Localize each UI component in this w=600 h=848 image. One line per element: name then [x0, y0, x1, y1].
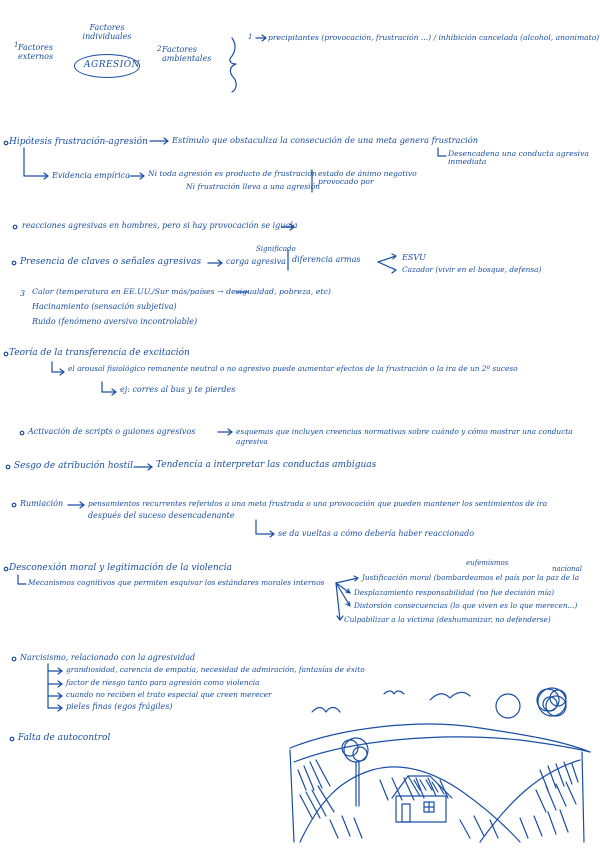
carga-label: carga agresiva	[226, 257, 286, 266]
factores-ambientales-label: Factores ambientales	[162, 45, 212, 63]
sesgo-text: Tendencia a interpretar las conductas ambiguas	[156, 460, 377, 470]
calor-text: Calor (temperatura en EE.UU./Sur más/países → desigualdad, pobreza, etc)	[32, 287, 331, 296]
frame-right	[582, 752, 584, 842]
narcisismo-item-1: grandiosidad, carencia de empatía, necesidad de admiración, fantasías de éxito	[66, 665, 365, 674]
rumiacion-text-1: pensamientos recurrentes referidos a una meta frustrada o una provocación que pueden mantener los sentimientos de ira	[88, 499, 548, 508]
justificacion-item: Justificación moral (bombardeamos el país por la paz de la	[362, 573, 580, 582]
sun	[496, 694, 520, 718]
evidencia-1: Ni toda agresión es producto de frustración	[148, 169, 317, 178]
frame-left	[290, 750, 294, 842]
evidencia-2: Ni frustración lleva a una agresión	[186, 182, 321, 191]
landscape-drawing	[290, 688, 590, 842]
agresion-label: AGRESIÓN	[84, 60, 141, 70]
cloud-scribble	[537, 688, 566, 716]
nacional-label: nacional	[552, 565, 582, 573]
num-1-left: 1	[14, 41, 19, 49]
narcisismo-title: Narcisismo, relacionado con la agresividad	[20, 653, 196, 662]
hatching	[298, 760, 578, 838]
factores-externos-label: Factores externos	[18, 43, 54, 61]
mecanismos-text: Mecanismos cognitivos que permiten esquivar los estándares morales internos	[28, 578, 325, 587]
claves-ej-2: Cazador (vivir en el bosque, defensa)	[402, 265, 542, 274]
evidencia-arrow	[24, 148, 48, 176]
transferencia-line-2: ej: corres al bus y te pierdes	[120, 385, 236, 394]
rumiacion-label: Rumiación	[20, 499, 64, 508]
ruido-text: Ruido (fenómeno aversivo incontrolable)	[32, 317, 198, 326]
desconexion-title: Desconexión moral y legitimación de la violencia	[9, 563, 233, 573]
culpabilizar-item: Culpabilizar a la víctima (deshumanizar, no defenderse)	[344, 615, 551, 624]
distorsion-item: Distorsión consecuencias (lo que viven es lo que merecen...)	[354, 601, 578, 610]
precipitantes-text: precipitantes (provocación, frustración ...) / inhibición cancelada (alcohol, anonimato)	[268, 33, 600, 42]
transferencia-line-1: el arousal fisiológico remanente neutral o no agresivo puede aumentar efectos de la frustración o la ira de un 2º suceso	[68, 364, 518, 373]
header-brace	[230, 38, 236, 92]
tree	[342, 738, 368, 806]
narcisismo-item-3: cuando no reciben el trato especial que creen merecer	[66, 690, 272, 699]
evidencia-label: Evidencia empírica	[52, 171, 130, 180]
hill-back	[290, 724, 590, 752]
transferencia-title: Teoría de la transferencia de excitación	[9, 348, 190, 358]
reacciones-text: reacciones agresivas en hombres, pero si hay provocación se iguala	[22, 221, 298, 230]
eufemismos-label: eufemismos	[466, 559, 509, 567]
claves-ej-1: ESVU	[402, 253, 426, 262]
hill-right	[480, 760, 580, 842]
consequence-arrow	[438, 148, 446, 156]
num-1-right: 1	[248, 33, 253, 41]
scripts-label: Activación de scripts o guiones agresivos	[28, 427, 196, 436]
rumiacion-text-3: se da vueltas a cómo debería haber reaccionado	[278, 529, 475, 538]
hacinamiento-text: Hacinamiento (sensación subjetiva)	[32, 302, 177, 311]
bullet-hipotesis	[4, 141, 8, 145]
bird-3	[430, 692, 470, 700]
hill-mid	[294, 737, 590, 762]
estado-animo: estado de ánimo negativo provocado por	[318, 169, 417, 187]
narcisismo-item-2: factor de riesgo tanto para agresión como violencia	[66, 678, 260, 687]
rumiacion-text-2: después del suceso desencadenante	[88, 511, 235, 520]
claves-label: Presencia de claves o señales agresivas	[20, 257, 202, 267]
sesgo-label: Sesgo de atribución hostil	[14, 461, 134, 471]
hipotesis-consequence: Desencadena una conducta agresiva inmediata	[448, 149, 589, 167]
calor-num: 3	[20, 289, 26, 298]
scripts-text: esquemas que incluyen creencias normativas sobre cuándo y cómo mostrar una conducta agresiva	[236, 427, 573, 446]
factores-individuales-label: Factores individuales	[82, 23, 132, 41]
bird-1	[312, 708, 340, 713]
significado-label: Significado	[256, 245, 296, 253]
narcisismo-item-4: pieles finas (egos frágiles)	[66, 702, 173, 711]
hipotesis-definition: Estímulo que obstaculiza la consecución de una meta genera frustración	[172, 135, 479, 145]
num-2: 2	[157, 45, 162, 53]
diferencia-label: diferencia armas	[292, 255, 361, 264]
desplazamiento-item: Desplazamiento responsabilidad (no fue decisión mía)	[354, 588, 555, 597]
hipotesis-title: Hipótesis frustración-agresión	[9, 137, 148, 147]
bird-2	[384, 691, 404, 694]
autocontrol-label: Falta de autocontrol	[18, 733, 111, 743]
